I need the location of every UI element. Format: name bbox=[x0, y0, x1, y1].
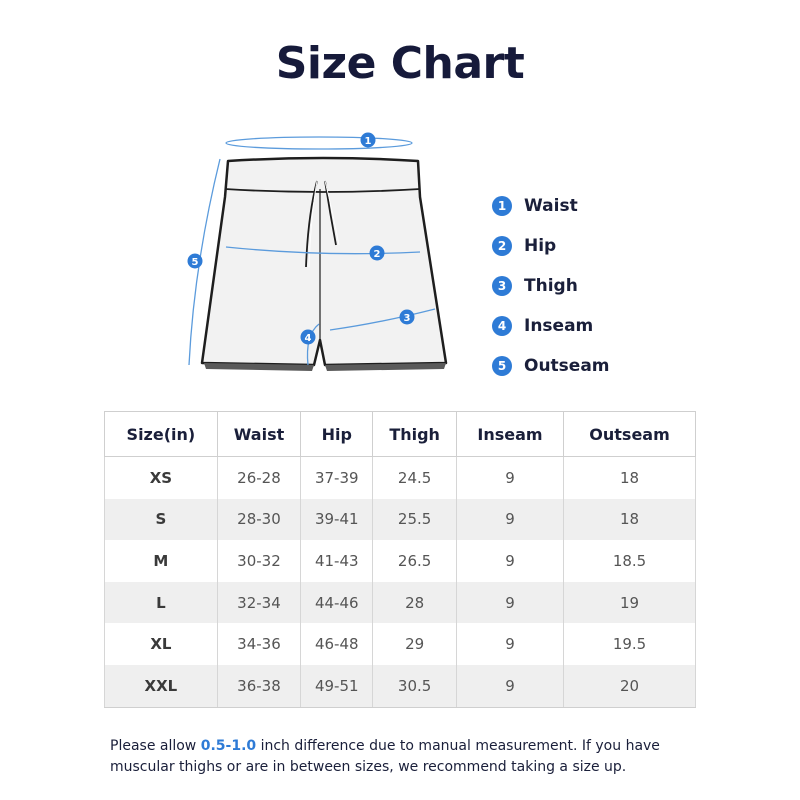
table-cell: 24.5 bbox=[373, 457, 457, 499]
column-header: Size(in) bbox=[105, 412, 218, 457]
note-highlight: 0.5-1.0 bbox=[200, 738, 257, 754]
legend-item-hip bbox=[492, 226, 610, 266]
legend-number-icon: 3 bbox=[492, 276, 512, 296]
table-cell: 37-39 bbox=[301, 457, 373, 499]
marker-outseam-icon bbox=[188, 254, 203, 269]
table-cell: 26-28 bbox=[217, 457, 300, 499]
page-title: Size Chart bbox=[275, 38, 525, 89]
table-row bbox=[105, 623, 696, 665]
measurement-legend bbox=[492, 186, 610, 386]
legend-number-icon: 2 bbox=[492, 236, 512, 256]
size-cell: L bbox=[105, 582, 218, 624]
legend-label: Waist bbox=[524, 196, 578, 216]
table-row bbox=[105, 582, 696, 624]
table-cell: 26.5 bbox=[373, 540, 457, 582]
waist-measure-line bbox=[226, 137, 412, 149]
table-cell: 41-43 bbox=[301, 540, 373, 582]
legend-label: Thigh bbox=[524, 276, 578, 296]
legend-item-thigh bbox=[492, 266, 610, 306]
table-cell: 32-34 bbox=[217, 582, 300, 624]
table-cell: 25.5 bbox=[373, 499, 457, 541]
table-cell: 28-30 bbox=[217, 499, 300, 541]
legend-item-outseam bbox=[492, 346, 610, 386]
legend-number-icon: 1 bbox=[492, 196, 512, 216]
size-cell: XS bbox=[105, 457, 218, 499]
table-cell: 9 bbox=[456, 499, 563, 541]
svg-text:5: 5 bbox=[191, 257, 199, 268]
column-header: Thigh bbox=[373, 412, 457, 457]
legend-number-icon: 4 bbox=[492, 316, 512, 336]
table-row bbox=[105, 457, 696, 499]
table-cell: 30.5 bbox=[373, 665, 457, 707]
size-table bbox=[104, 411, 696, 708]
table-cell: 39-41 bbox=[301, 499, 373, 541]
table-cell: 36-38 bbox=[217, 665, 300, 707]
column-header: Inseam bbox=[456, 412, 563, 457]
legend-label: Outseam bbox=[524, 356, 610, 376]
size-cell: XXL bbox=[105, 665, 218, 707]
table-cell: 34-36 bbox=[217, 623, 300, 665]
table-cell: 19.5 bbox=[564, 623, 696, 665]
table-cell: 9 bbox=[456, 582, 563, 624]
table-cell: 29 bbox=[373, 623, 457, 665]
legend-item-inseam bbox=[492, 306, 610, 346]
legend-item-waist bbox=[492, 186, 610, 226]
table-cell: 18.5 bbox=[564, 540, 696, 582]
table-cell: 18 bbox=[564, 457, 696, 499]
note-text-before: Please allow bbox=[110, 738, 201, 754]
table-cell: 44-46 bbox=[301, 582, 373, 624]
table-row bbox=[105, 665, 696, 707]
table-cell: 46-48 bbox=[301, 623, 373, 665]
table-cell: 30-32 bbox=[217, 540, 300, 582]
measurement-note bbox=[110, 736, 710, 778]
size-cell: XL bbox=[105, 623, 218, 665]
table-cell: 9 bbox=[456, 540, 563, 582]
table-cell: 20 bbox=[564, 665, 696, 707]
note-text-after: inch difference due to manual measurement. If you have muscular thighs or are in between sizes, we recommend taking a size up. bbox=[110, 738, 660, 775]
table-cell: 9 bbox=[456, 665, 563, 707]
table-row bbox=[105, 499, 696, 541]
size-cell: S bbox=[105, 499, 218, 541]
legend-number-icon: 5 bbox=[492, 356, 512, 376]
legend-label: Hip bbox=[524, 236, 557, 256]
svg-text:3: 3 bbox=[403, 313, 411, 324]
table-cell: 9 bbox=[456, 623, 563, 665]
table-row bbox=[105, 540, 696, 582]
size-cell: M bbox=[105, 540, 218, 582]
column-header: Hip bbox=[301, 412, 373, 457]
svg-text:2: 2 bbox=[373, 249, 381, 260]
legend-label: Inseam bbox=[524, 316, 594, 336]
svg-text:4: 4 bbox=[304, 333, 312, 344]
column-header: Waist bbox=[217, 412, 300, 457]
svg-text:1: 1 bbox=[364, 136, 372, 147]
marker-hip-icon bbox=[370, 246, 385, 261]
marker-waist-icon bbox=[361, 133, 376, 148]
table-cell: 18 bbox=[564, 499, 696, 541]
table-cell: 28 bbox=[373, 582, 457, 624]
table-header-row bbox=[105, 412, 696, 457]
column-header: Outseam bbox=[564, 412, 696, 457]
shorts-measurement-diagram bbox=[180, 125, 450, 385]
table-cell: 49-51 bbox=[301, 665, 373, 707]
marker-inseam-icon bbox=[301, 330, 316, 345]
table-cell: 9 bbox=[456, 457, 563, 499]
marker-thigh-icon bbox=[400, 310, 415, 325]
table-cell: 19 bbox=[564, 582, 696, 624]
